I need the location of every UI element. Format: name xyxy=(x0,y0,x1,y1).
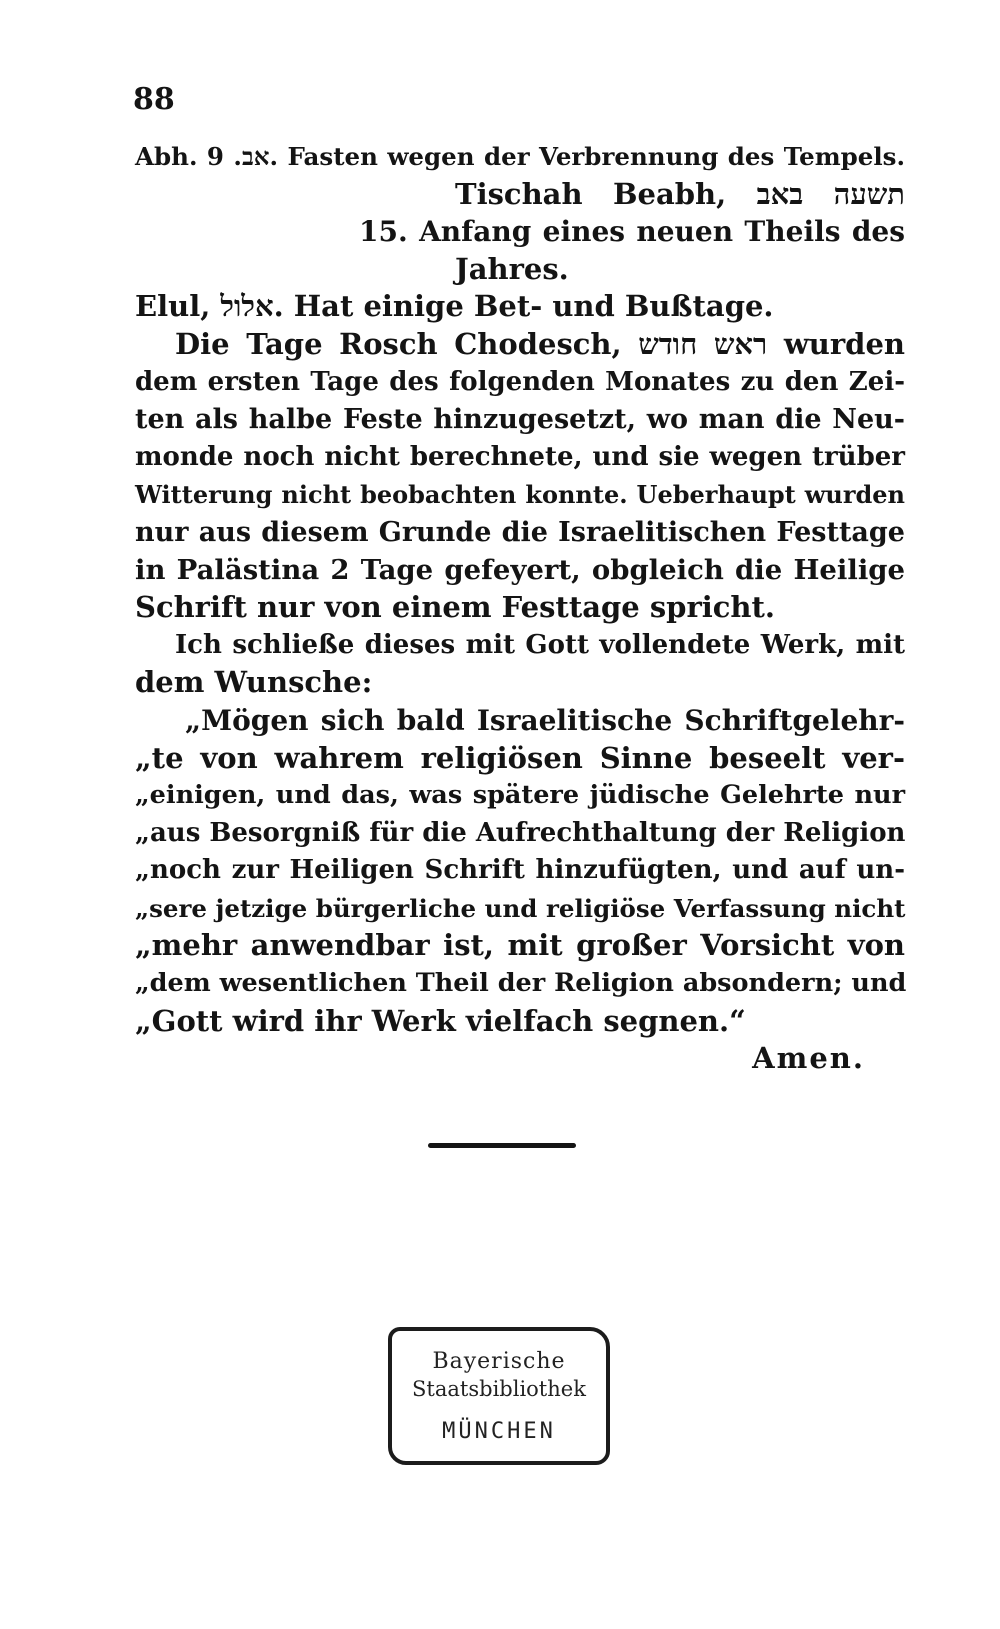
text-line: ten als halbe Feste hinzugesetzt, wo man die Neu- xyxy=(135,404,905,436)
text-line: Elul, אלול. Hat einige Bet- und Bußtage. xyxy=(135,289,774,324)
text-line: Abh. אב. 9. Fasten wegen der Verbrennung des Tempels. xyxy=(135,142,905,171)
body-text xyxy=(135,138,905,1078)
text-line: 15. Anfang eines neuen Theils des xyxy=(359,215,905,249)
stamp-line-1: Bayerische xyxy=(432,1349,566,1374)
quote-line: „dem wesentlichen Theil der Religion absondern; und xyxy=(135,968,907,999)
library-stamp xyxy=(388,1327,610,1465)
quote-line: „Mögen sich bald Israelitische Schriftgelehr- xyxy=(185,703,905,737)
quote-line: „einigen, und das, was spätere jüdische Gelehrte nur xyxy=(135,780,905,811)
stamp-line-3: MÜNCHEN xyxy=(442,1419,556,1444)
text-line: in Palästina 2 Tage gefeyert, obgleich die Heilige xyxy=(135,553,905,586)
text-line: dem Wunsche: xyxy=(135,665,373,700)
quote-line: „mehr anwendbar ist, mit großer Vorsicht von xyxy=(135,928,905,963)
text-line: Witterung nicht beobachten konnte. Ueberhaupt wurden xyxy=(135,480,905,510)
text-line: nur aus diesem Grunde die Israelitischen Festtage xyxy=(135,516,905,548)
end-rule xyxy=(428,1143,576,1148)
quote-line: „Gott wird ihr Werk vielfach segnen.“ xyxy=(135,1003,746,1038)
text-line: monde noch nicht berechnete, und sie wegen trüber xyxy=(135,441,905,472)
text-line: Ich schließe dieses mit Gott vollendete Werk, mit xyxy=(175,629,905,660)
text-line: Tischah Beabh, תשעה באב xyxy=(455,176,905,211)
quote-line: „aus Besorgniß für die Aufrechthaltung der Religion xyxy=(135,817,906,848)
stamp-line-2: Staatsbibliothek xyxy=(412,1377,586,1401)
quote-line: „sere jetzige bürgerliche und religiöse Verfassung nicht xyxy=(135,893,906,923)
quote-line: „te von wahrem religiösen Sinne beseelt ver- xyxy=(135,740,905,775)
text-line: dem ersten Tage des folgenden Monates zu den Zei- xyxy=(135,366,905,397)
closing-amen: Amen. xyxy=(752,1041,865,1076)
text-line: Die Tage Rosch Chodesch, ראש חודש wurden xyxy=(175,326,905,361)
text-line: Jahres. xyxy=(455,251,569,286)
quote-line: „noch zur Heiligen Schrift hinzufügten, und auf un- xyxy=(135,855,905,886)
page-number: 88 xyxy=(133,82,175,117)
text-line: Schrift nur von einem Festtage spricht. xyxy=(135,590,775,625)
